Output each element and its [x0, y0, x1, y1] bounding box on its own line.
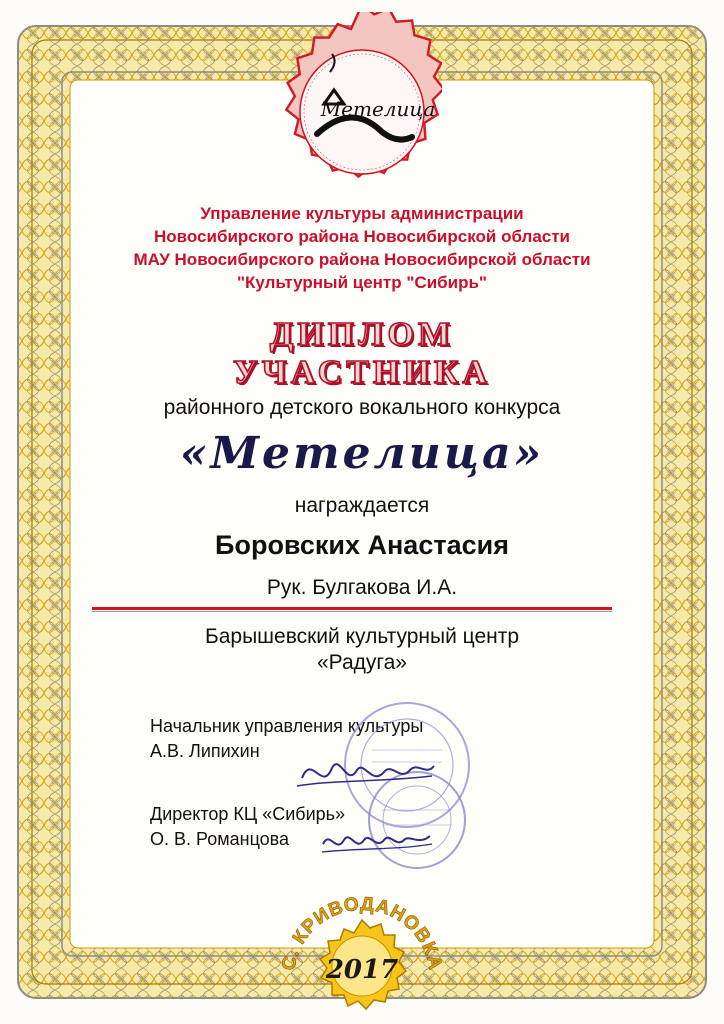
logo-seal [282, 12, 442, 204]
signature-block-director [150, 802, 345, 852]
head-name: А.В. Липихин [150, 741, 260, 761]
director-name: О. В. Романцова [150, 829, 290, 849]
institution-line: Барышевский культурный центр [204, 625, 520, 648]
institution-line: «Радуга» [317, 651, 407, 674]
diploma-subtitle: УЧАСТНИКА [232, 354, 492, 391]
mentor-name: Рук. Булгакова И.А. [266, 576, 458, 599]
organizer-line: Управление культуры администрации [200, 204, 524, 223]
contest-line: районного детского вокального конкурса [163, 396, 561, 419]
contest-name: «Метелица» [179, 428, 545, 479]
village-emblem [272, 866, 452, 1016]
director-signature [318, 822, 438, 862]
diploma-title: ДИПЛОМ [269, 316, 455, 353]
head-title: Начальник управления культуры [150, 716, 424, 736]
emblem-year: 2017 [325, 955, 399, 985]
divider-gray [92, 611, 612, 612]
head-signature [292, 748, 442, 798]
director-title: Директор КЦ «Сибирь» [150, 804, 346, 824]
organizer-line: "Культурный центр "Сибирь" [237, 273, 487, 292]
awarded-text: награждается [294, 494, 430, 517]
logo-script-text: Метелица [320, 97, 436, 121]
divider-red [92, 607, 612, 610]
recipient-name: Боровских Анастасия [215, 530, 509, 560]
organizer-line: МАУ Новосибирского района Новосибирской области [133, 250, 591, 269]
organizer-line: Новосибирского района Новосибирской области [153, 227, 571, 246]
emblem-village-text: С. КРИВОДАНОВКА [278, 893, 446, 973]
